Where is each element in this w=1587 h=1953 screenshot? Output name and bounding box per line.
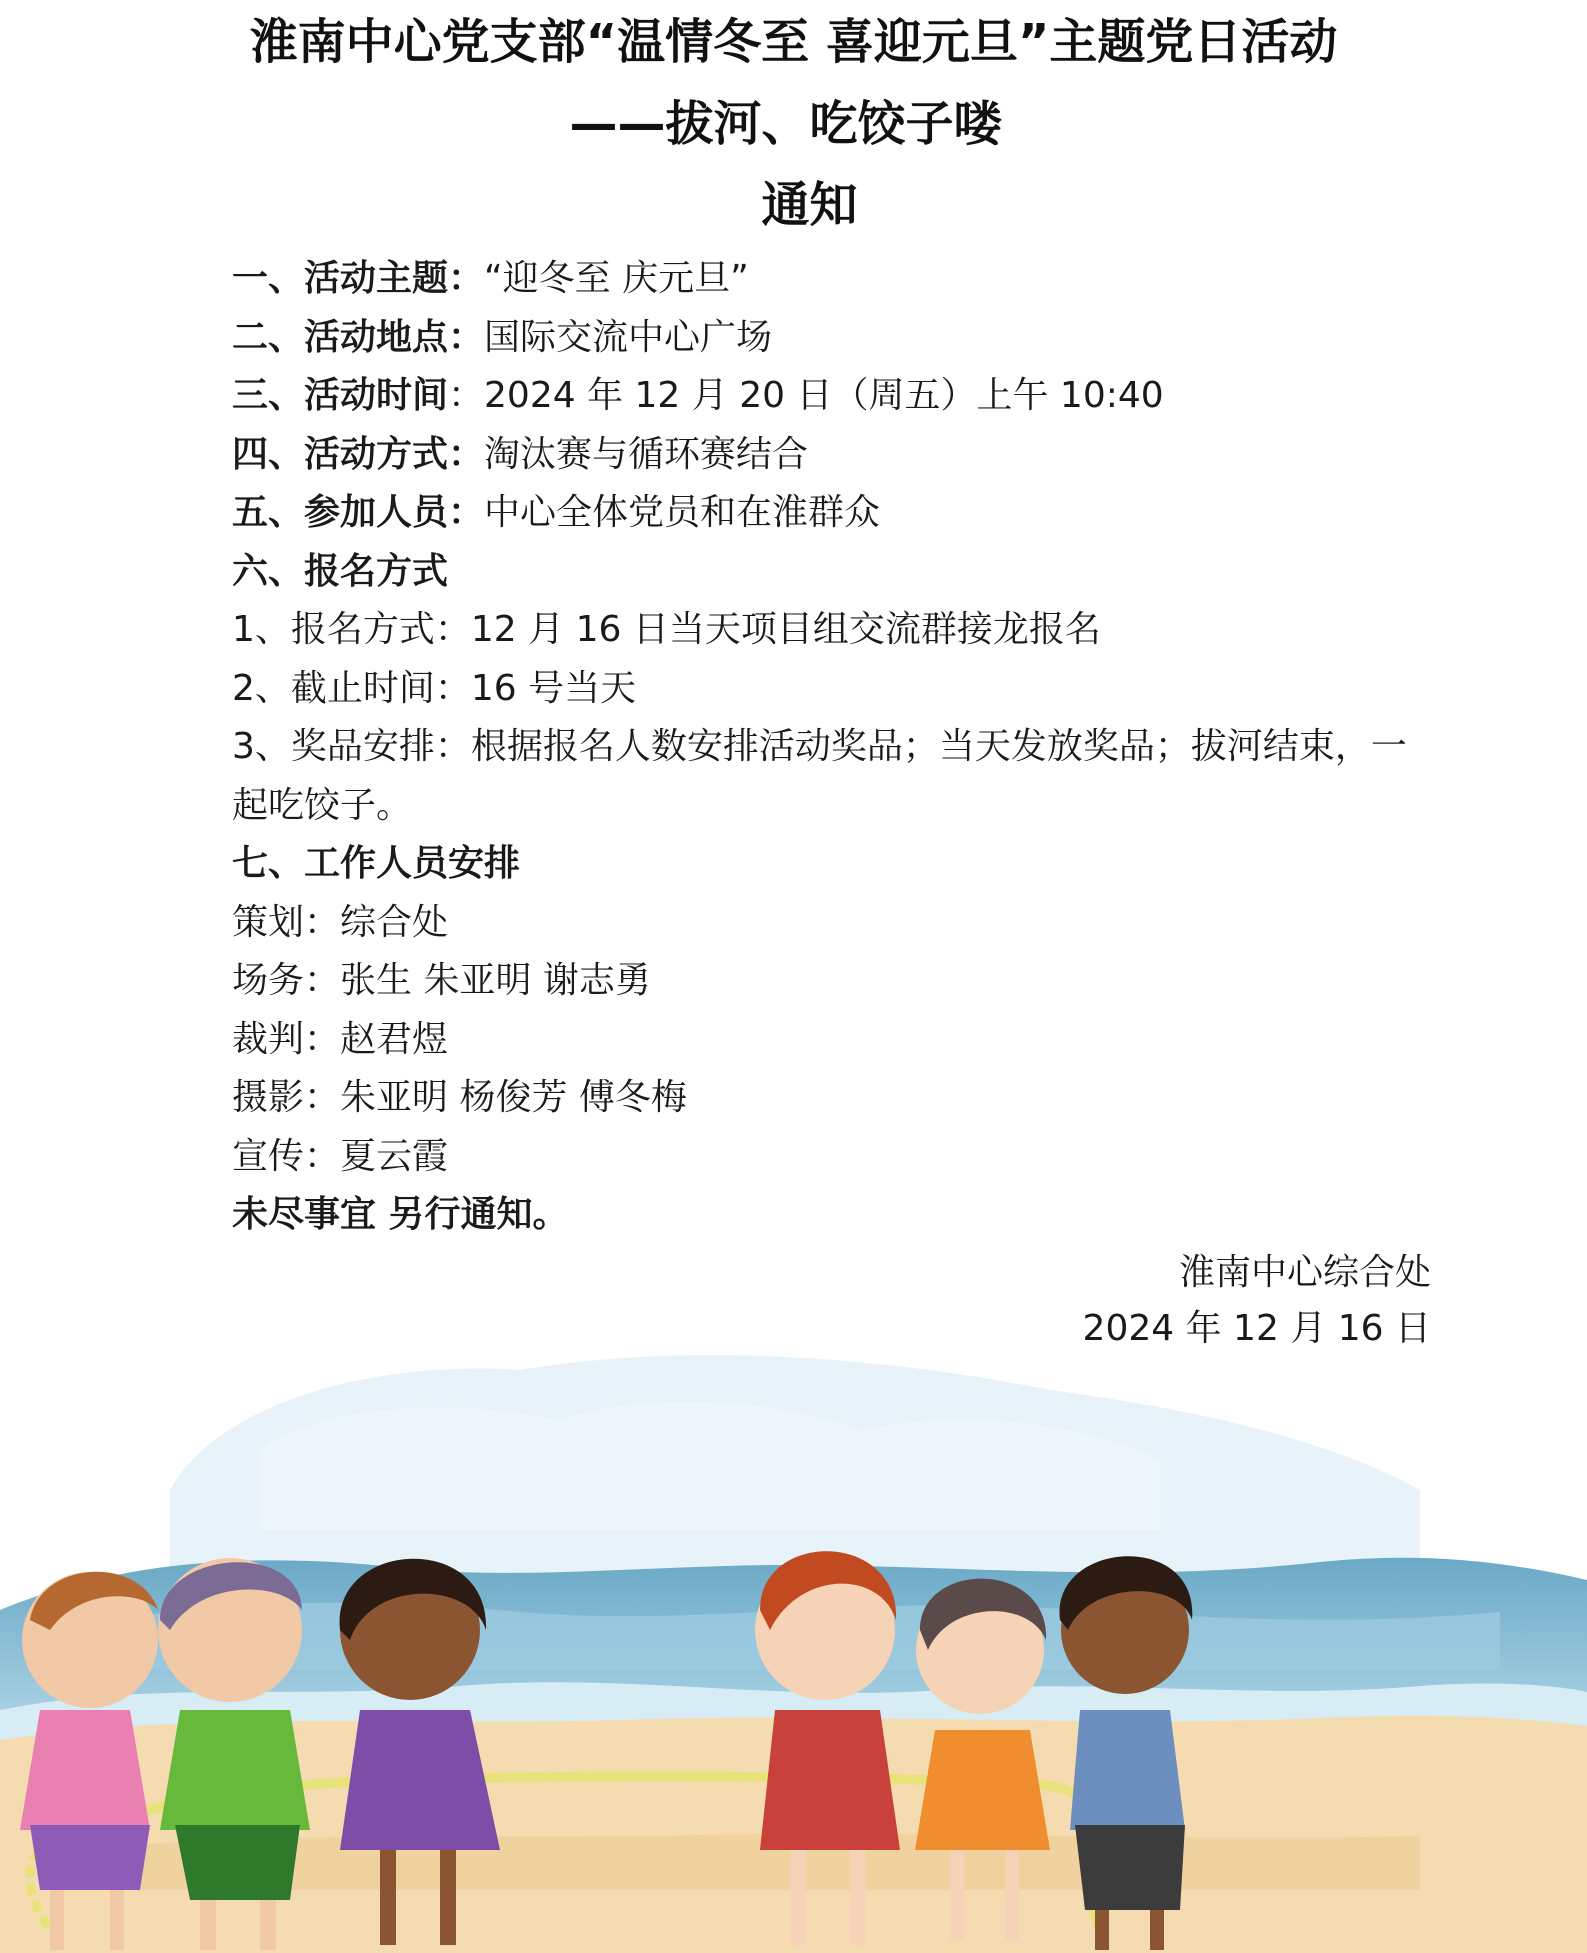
location-value: 国际交流中心广场 [484,316,773,358]
closing-note: 未尽事宜 另行通知。 [232,1194,569,1235]
staff-item: 裁判：赵君煜 [232,1018,449,1060]
staff-item: 场务：张生 朱亚明 谢志勇 [232,960,651,1001]
staff-item: 摄影：朱亚明 杨俊芳 傅冬梅 [232,1077,687,1118]
notice-subtitle: ——拔河、吃饺子喽 [569,96,1002,152]
time-line [232,367,1432,426]
registration-item: 1、报名方式：12 月 16 日当天项目组交流群接龙报名 [232,609,1101,650]
theme-value: “迎冬至 庆元旦” [484,258,749,299]
location-line [232,309,1432,368]
participants-line [232,484,1432,543]
notice-heading: 通知 [761,177,858,233]
registration-item: 2、截止时间：16 号当天 [232,667,637,709]
signature-date: 2024 年 12 月 16 日 [1082,1308,1431,1349]
tug-of-war-illustration [0,1330,1587,1953]
format-value: 淘汰赛与循环赛结合 [484,433,809,475]
registration-item: 3、奖品安排：根据报名人数安排活动奖品；当天发放奖品；拔河结束，一起吃饺子。 [232,726,1407,826]
theme-line [232,250,1432,309]
format-label: 四、活动方式： [232,433,485,475]
participants-label: 五、参加人员： [232,492,485,533]
participants-value: 中心全体党员和在淮群众 [484,492,881,533]
theme-label: 一、活动主题： [232,258,485,299]
staff-item: 宣传：夏云霞 [232,1135,449,1177]
staff-heading: 七、工作人员安排 [232,843,521,884]
time-label: 三、活动时间 [232,375,449,416]
notice-body [232,250,1432,1245]
location-label: 二、活动地点： [232,316,485,358]
format-line [232,426,1432,485]
time-value: ：2024 年 12 月 20 日（周五）上午 10:40 [448,375,1164,416]
registration-heading: 六、报名方式 [232,550,449,592]
notice-title: 淮南中心党支部“温情冬至 喜迎元旦”主题党日活动 [249,14,1338,70]
signature-org: 淮南中心综合处 [1178,1252,1431,1293]
staff-item: 策划：综合处 [232,901,449,943]
